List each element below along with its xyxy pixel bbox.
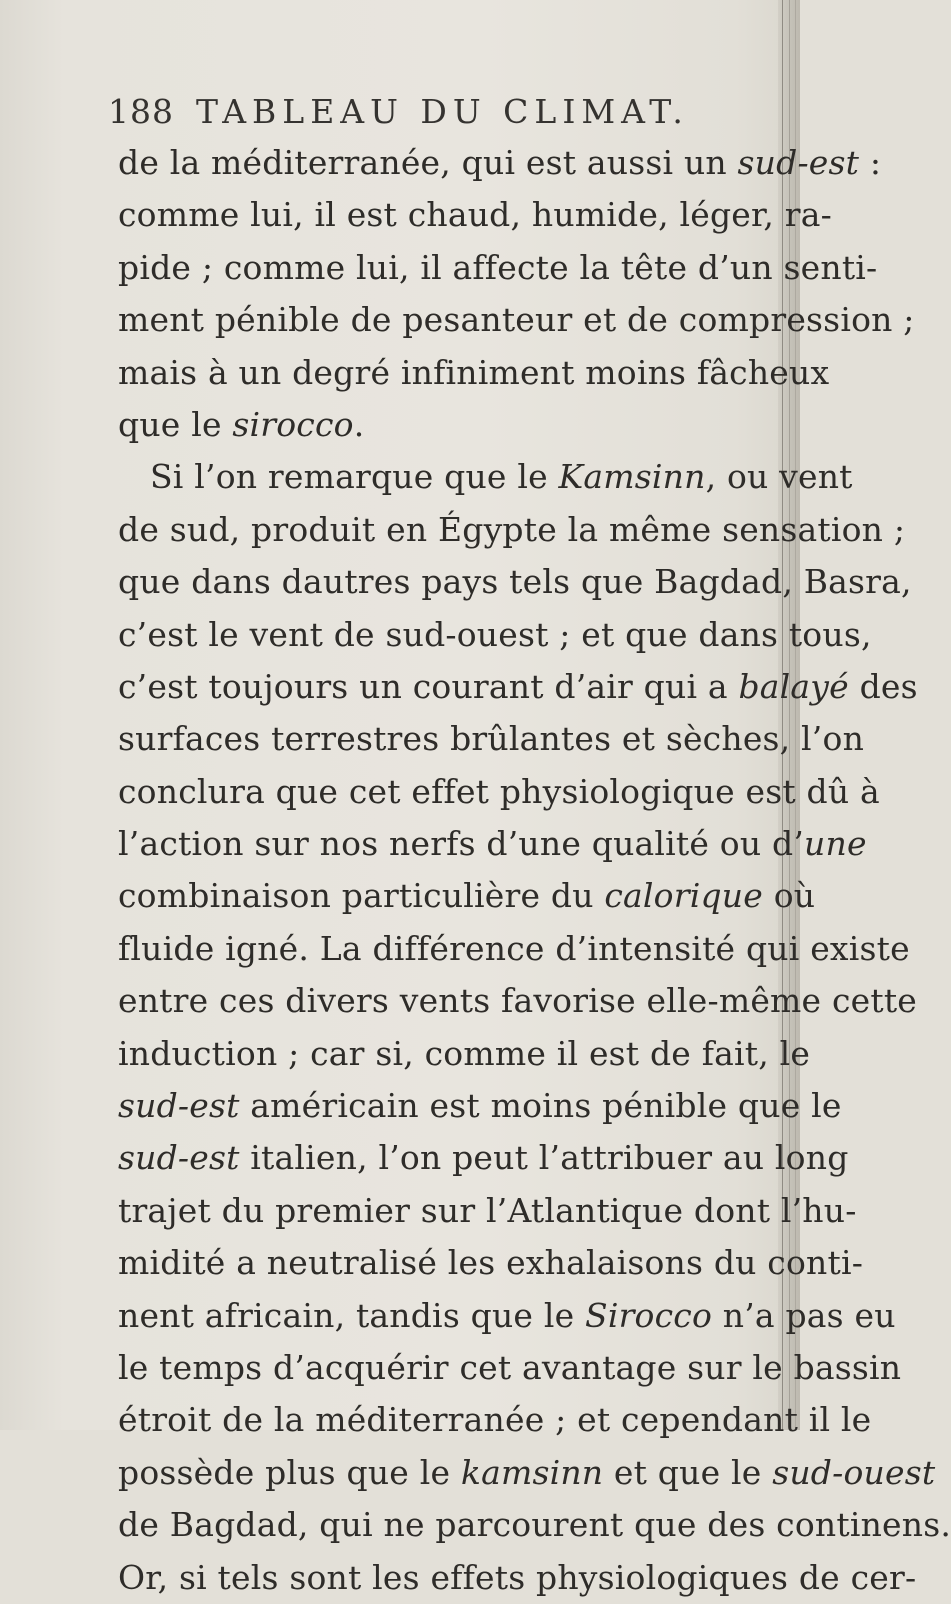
- text-line: [118, 1028, 811, 1080]
- italic-run: Sirocco: [585, 1295, 713, 1335]
- italic-run: calorique: [604, 876, 763, 916]
- text-line: [118, 1185, 857, 1237]
- text-line: [118, 1342, 902, 1394]
- text-run: l’action sur nos nerfs d’une qualité ou d’: [118, 824, 805, 864]
- italic-run: sirocco: [232, 404, 354, 444]
- running-title: TABLEAU DU CLIMAT.: [196, 92, 689, 131]
- page-header: [108, 92, 758, 132]
- italic-run: une: [804, 824, 867, 864]
- text-run: conclura que cet effet physiologique est dû à: [118, 771, 880, 811]
- text-line: [118, 1499, 951, 1551]
- text-line: [118, 1394, 872, 1446]
- text-run: Or, si tels sont les effets physiologiques de cer-: [118, 1557, 917, 1597]
- text-run: pide ; comme lui, il affecte la tête d’un senti-: [118, 247, 878, 287]
- text-run: induction ; car si, comme il est de fait, le: [118, 1033, 811, 1073]
- text-run: de sud, produit en Égypte la même sensation ;: [118, 509, 906, 549]
- italic-run: sud-est: [737, 143, 860, 182]
- text-run: fluide igné. La différence d’intensité qui existe: [118, 928, 910, 968]
- text-line: [118, 1447, 936, 1499]
- text-line: [118, 713, 865, 765]
- text-line: [118, 661, 918, 713]
- text-run: italien, l’on peut l’attribuer au long: [239, 1138, 849, 1178]
- text-run: midité a neutralisé les exhalaisons du conti-: [118, 1243, 864, 1283]
- italic-run: sud-est: [118, 1086, 240, 1126]
- text-run: possède plus que le: [118, 1452, 461, 1492]
- body-text: [118, 137, 951, 1604]
- text-run: et que le: [603, 1452, 773, 1492]
- text-line: [118, 1132, 849, 1184]
- text-line: [118, 1080, 842, 1132]
- text-run: de Bagdad, qui ne parcourent que des continens.: [118, 1505, 951, 1545]
- italic-run: sud-est: [118, 1138, 240, 1178]
- text-run: américain est moins pénible que le: [239, 1086, 842, 1126]
- text-run: le temps d’acquérir cet avantage sur le bassin: [118, 1347, 902, 1387]
- text-run: de la méditerranée, qui est aussi un: [118, 143, 738, 182]
- text-line: [118, 1237, 864, 1289]
- text-line: [118, 504, 906, 556]
- text-run: c’est toujours un courant d’air qui a: [118, 666, 739, 706]
- text-line: [118, 137, 882, 189]
- text-run: nent africain, tandis que le: [118, 1295, 586, 1335]
- text-run: que le: [118, 404, 233, 444]
- text-line: [118, 347, 830, 399]
- text-line: [118, 923, 910, 975]
- text-run: :: [859, 143, 882, 182]
- text-line: [118, 556, 912, 608]
- text-line: [118, 870, 816, 922]
- text-run: mais à un degré infiniment moins fâcheux: [118, 352, 830, 392]
- text-line: [118, 294, 915, 346]
- italic-run: balayé: [738, 666, 849, 706]
- text-run: ment pénible de pesanteur et de compression ;: [118, 300, 915, 340]
- text-run: comme lui, il est chaud, humide, léger, ra-: [118, 195, 832, 235]
- italic-run: sud-ouest: [772, 1452, 936, 1492]
- text-run: combinaison particulière du: [118, 876, 605, 916]
- text-run: des: [848, 666, 918, 706]
- text-line: [118, 242, 878, 294]
- text-run: Si l’on remarque que le: [150, 457, 559, 497]
- text-line: [118, 189, 832, 241]
- text-run: étroit de la méditerranée ; et cependant il le: [118, 1400, 872, 1440]
- text-run: que dans dautres pays tels que Bagdad, Basra,: [118, 562, 912, 602]
- text-run: .: [353, 404, 365, 444]
- text-line: [118, 1552, 917, 1604]
- text-line: [118, 766, 880, 818]
- text-run: surfaces terrestres brûlantes et sèches, l’on: [118, 719, 865, 759]
- text-run: n’a pas eu: [712, 1295, 896, 1335]
- text-line: [118, 399, 758, 451]
- text-run: entre ces divers vents favorise elle-même cette: [118, 981, 918, 1021]
- page-number: 188: [108, 92, 174, 131]
- text-line: [118, 1290, 896, 1342]
- text-run: où: [763, 876, 816, 916]
- italic-run: kamsinn: [460, 1452, 604, 1492]
- text-line: [118, 609, 872, 661]
- text-line: [118, 451, 853, 503]
- text-run: , ou vent: [705, 457, 853, 497]
- text-line: [118, 975, 918, 1027]
- text-line: [118, 818, 867, 870]
- text-run: c’est le vent de sud-ouest ; et que dans tous,: [118, 614, 872, 654]
- italic-run: Kamsinn: [558, 457, 706, 497]
- text-run: trajet du premier sur l’Atlantique dont l’hu-: [118, 1190, 857, 1230]
